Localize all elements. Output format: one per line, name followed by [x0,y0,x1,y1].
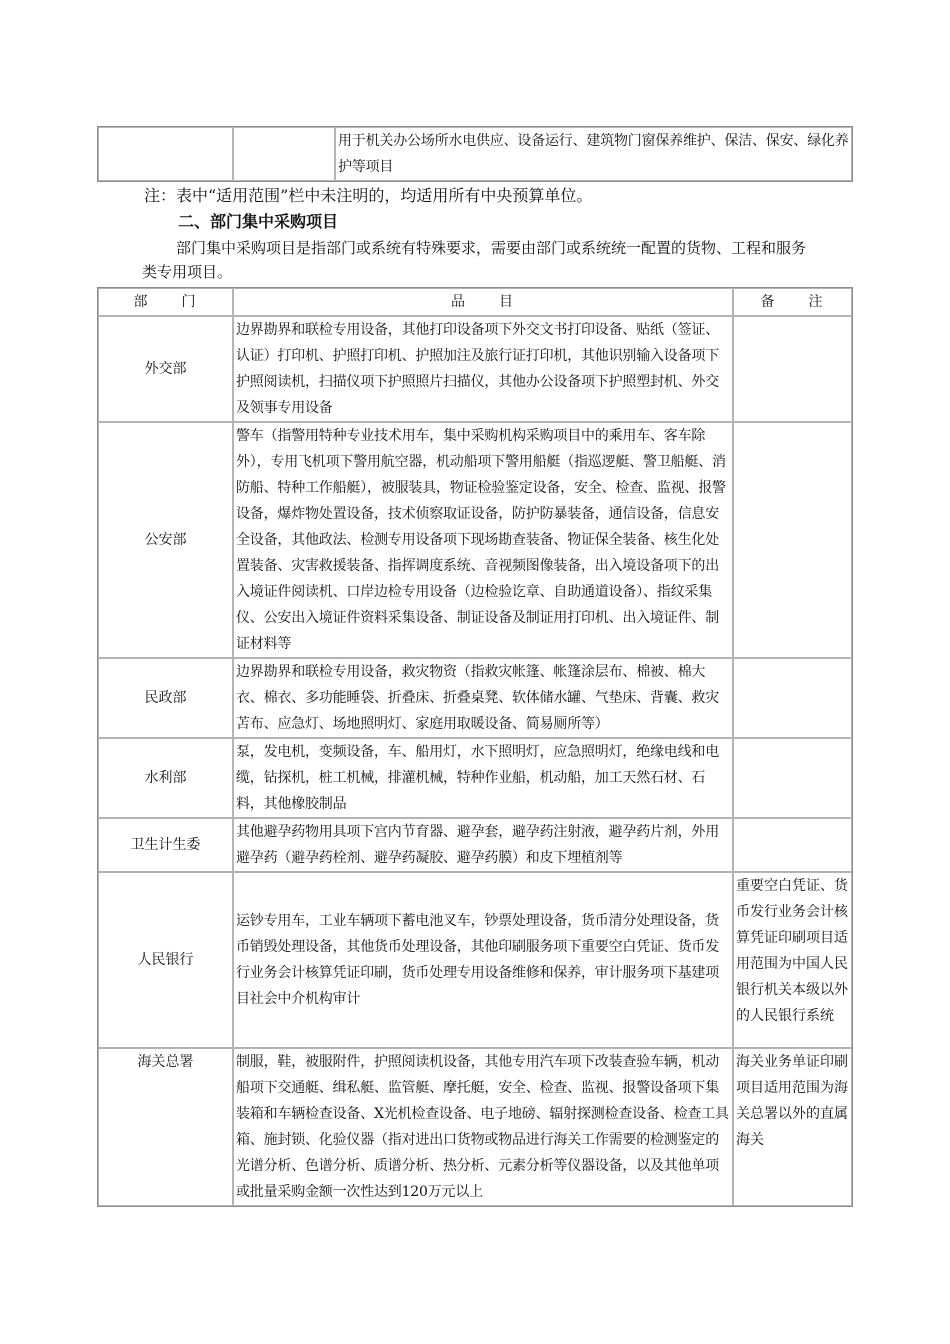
items-cell: 边界勘界和联检专用设备，其他打印设备项下外交文书打印设备、贴纸（签证、认证）打印机、护照打印机、护照加注及旅行证打印机，其他识别输入设备项下护照阅读机，扫描仪项下护照照片扫描仪，其他办公设备项下护照塑封机、外交及领事专用设备 [233,316,733,422]
table-row [98,127,852,181]
dept-cell: 公安部 [98,422,233,658]
top-cell-1 [98,127,233,181]
top-table [97,126,853,182]
dept-cell: 外交部 [98,316,233,422]
header-note: 备 注 [733,288,852,316]
dept-cell: 水利部 [98,738,233,818]
items-cell: 边界勘界和联检专用设备，救灾物资（指救灾帐篷、帐篷涂层布、棉被、棉大衣、棉衣、多功能睡袋、折叠床、折叠桌凳、软体储水罐、气垫床、背囊、救灾苫布、应急灯、场地照明灯、家庭用取暖设备、简易厕所等） [233,658,733,738]
note-cell [733,818,852,872]
table-row [98,316,852,422]
top-cell-2 [233,127,335,181]
table-header-row [98,288,852,316]
procurement-table [97,287,853,1207]
note-cell [733,738,852,818]
section-title: 二、部门集中采购项目 [178,212,339,231]
table-row [98,422,852,658]
table-row [98,818,852,872]
items-cell: 制服，鞋，被服附件，护照阅读机设备，其他专用汽车项下改装查验车辆，机动船项下交通艇、缉私艇、监管艇、摩托艇，安全、检查、监视、报警设备项下集装箱和车辆检查设备、X光机检查设备、电子地磅、辐射探测检查设备、检查工具箱、施封锁、化验仪器（指对进出口货物或物品进行海关工作需要的检测鉴定的光谱分析、色谱分析、质谱分析、热分析、元素分析等仪器设备，以及其他单项或批量采购金额一次性达到120万元以上 [233,1048,733,1206]
items-cell: 运钞专用车，工业车辆项下蓄电池叉车，钞票处理设备，货币清分处理设备，货币销毁处理设备，其他货币处理设备，其他印刷服务项下重要空白凭证、货币发行业务会计核算凭证印刷，货币处理专用设备维修和保养，审计服务项下基建项目社会中介机构审计 [233,872,733,1048]
intro-paragraph: 部门集中采购项目是指部门或系统有特殊要求，需要由部门或系统统一配置的货物、工程和服务类专用项目。 [142,239,807,281]
items-cell: 泵，发电机，变频设备，车、船用灯，水下照明灯，应急照明灯，绝缘电线和电缆，钻探机，桩工机械，排灌机械，特种作业船，机动船，加工天然石材、石料，其他橡胶制品 [233,738,733,818]
header-dept: 部 门 [98,288,233,316]
dept-cell: 人民银行 [98,872,233,1048]
table-row [98,872,852,1048]
note-cell: 海关业务单证印刷项目适用范围为海关总署以外的直属海关 [733,1048,852,1206]
note-cell [733,422,852,658]
table-note: 注：表中“适用范围”栏中未注明的，均适用所有中央预算单位。 [144,186,593,205]
table-row [98,1048,852,1206]
table-row [98,738,852,818]
dept-cell: 民政部 [98,658,233,738]
dept-cell: 卫生计生委 [98,818,233,872]
items-cell: 警车（指警用特种专业技术用车，集中采购机构采购项目中的乘用车、客车除外），专用飞机项下警用航空器，机动船项下警用船艇（指巡逻艇、警卫船艇、消防船、特种工作船艇），被服装具，物证检验鉴定设备，安全、检查、监视、报警设备，爆炸物处置设备，技术侦察取证设备，防护防暴装备，通信设备，信息安全设备，其他政法、检测专用设备项下现场勘查装备、物证保全装备、核生化处置装备、灾害救援装备、指挥调度系统、音视频图像装备，出入境设备项下的出入境证件阅读机、口岸边检专用设备（边检验讫章、自助通道设备）、指纹采集仪、公安出入境证件资料采集设备、制证设备及制证用打印机、出入境证件、制证材料等 [233,422,733,658]
note-cell: 重要空白凭证、货币发行业务会计核算凭证印刷项目适用范围为中国人民银行机关本级以外的人民银行系统 [733,872,852,1048]
note-cell [733,658,852,738]
top-cell-3: 用于机关办公场所水电供应、设备运行、建筑物门窗保养维护、保洁、保安、绿化养护等项目 [335,127,852,181]
note-cell [733,316,852,422]
dept-cell: 海关总署 [98,1048,233,1206]
table-row [98,658,852,738]
items-cell: 其他避孕药物用具项下宫内节育器、避孕套，避孕药注射液，避孕药片剂，外用避孕药（避孕药栓剂、避孕药凝胶、避孕药膜）和皮下埋植剂等 [233,818,733,872]
header-items: 品 目 [233,288,733,316]
